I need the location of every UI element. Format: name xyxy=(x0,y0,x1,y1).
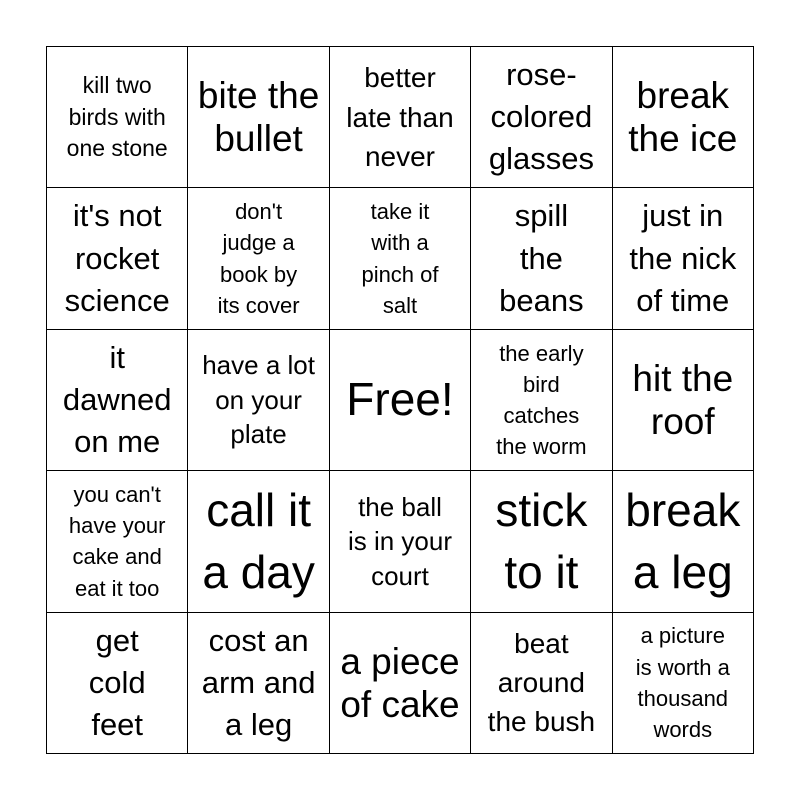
bingo-cell-text: bite the bullet xyxy=(197,74,320,160)
bingo-cell-r4-c4[interactable] xyxy=(471,471,612,612)
bingo-cell-text: spill the beans xyxy=(499,198,584,318)
bingo-cell-text: Free! xyxy=(346,373,454,426)
bingo-cell-free[interactable] xyxy=(330,330,471,471)
bingo-cell-r5-c4[interactable] xyxy=(471,613,612,754)
bingo-cell-r4-c3[interactable] xyxy=(330,471,471,612)
bingo-cell-r1-c5[interactable] xyxy=(613,47,754,188)
bingo-cell-r4-c1[interactable] xyxy=(47,471,188,612)
bingo-cell-text: a piece of cake xyxy=(340,640,460,725)
bingo-cell-text: the ball is in your court xyxy=(347,491,453,591)
bingo-cell-r5-c3[interactable] xyxy=(330,613,471,754)
bingo-cell-r2-c2[interactable] xyxy=(188,188,329,329)
bingo-cell-text: stick to it xyxy=(495,484,588,599)
bingo-cell-text: don't judge a book by its cover xyxy=(217,199,300,318)
bingo-cell-text: break the ice xyxy=(628,74,738,160)
bingo-cell-r1-c2[interactable] xyxy=(188,47,329,188)
bingo-cell-r1-c3[interactable] xyxy=(330,47,471,188)
bingo-cell-text: you can't have your cake and eat it too xyxy=(68,481,166,601)
bingo-cell-text: beat around the bush xyxy=(487,628,596,738)
bingo-cell-text: it's not rocket science xyxy=(64,198,170,318)
bingo-cell-text: cost an arm and a leg xyxy=(201,622,316,742)
bingo-cell-text: take it with a pinch of salt xyxy=(361,199,439,318)
bingo-cell-r2-c3[interactable] xyxy=(330,188,471,329)
bingo-cell-r2-c5[interactable] xyxy=(613,188,754,329)
bingo-cell-text: kill two birds with one stone xyxy=(66,72,168,161)
bingo-cell-text: get cold feet xyxy=(88,622,146,742)
bingo-cell-text: a picture is worth a thousand words xyxy=(635,623,730,743)
bingo-cell-r5-c5[interactable] xyxy=(613,613,754,754)
bingo-board xyxy=(46,46,754,754)
bingo-cell-r1-c4[interactable] xyxy=(471,47,612,188)
bingo-cell-r3-c4[interactable] xyxy=(471,330,612,471)
bingo-cell-r2-c4[interactable] xyxy=(471,188,612,329)
bingo-cell-r3-c2[interactable] xyxy=(188,330,329,471)
bingo-cell-text: call it a day xyxy=(202,484,315,599)
bingo-cell-r3-c5[interactable] xyxy=(613,330,754,471)
bingo-cell-text: rose- colored glasses xyxy=(488,56,594,177)
bingo-cell-text: it dawned on me xyxy=(62,339,172,460)
bingo-cell-text: hit the roof xyxy=(632,357,734,442)
bingo-cell-r4-c5[interactable] xyxy=(613,471,754,612)
bingo-cell-text: just in the nick of time xyxy=(629,198,737,318)
bingo-cell-text: break a leg xyxy=(625,484,741,599)
bingo-cell-r5-c2[interactable] xyxy=(188,613,329,754)
bingo-cell-r5-c1[interactable] xyxy=(47,613,188,754)
bingo-cell-r2-c1[interactable] xyxy=(47,188,188,329)
bingo-cell-r1-c1[interactable] xyxy=(47,47,188,188)
bingo-cell-r4-c2[interactable] xyxy=(188,471,329,612)
bingo-cell-text: better late than never xyxy=(346,62,454,172)
bingo-cell-text: the early bird catches the worm xyxy=(496,340,587,460)
bingo-cell-r3-c1[interactable] xyxy=(47,330,188,471)
bingo-cell-text: have a lot on your plate xyxy=(202,350,315,450)
